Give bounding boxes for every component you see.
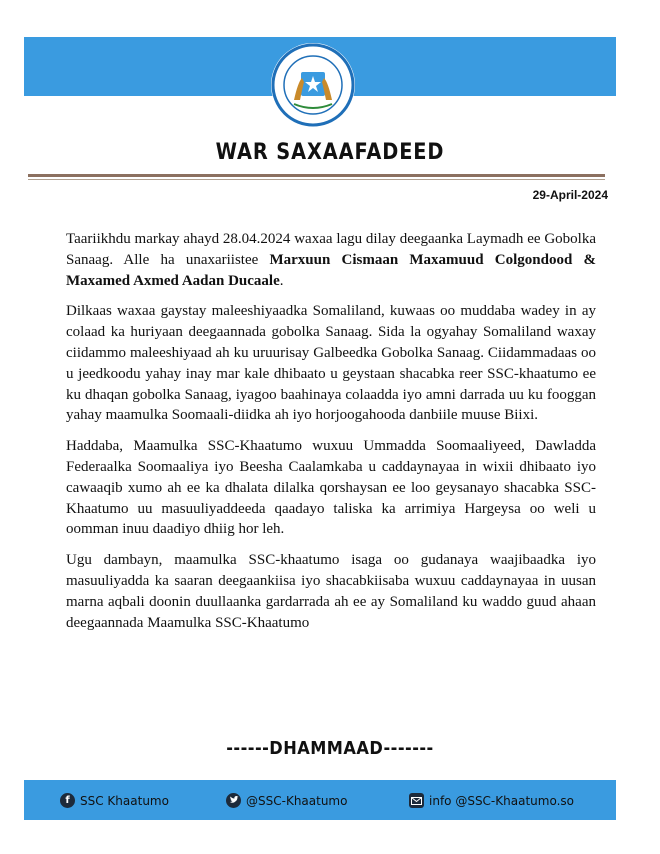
email-label: info @SSC-Khaatumo.so bbox=[429, 793, 574, 808]
paragraph-1-text: Taariikhdu markay ahayd 28.04.2024 waxaa lagu dilay deegaanka Laymadh ee Gobolka Sanaag. Alle ha unaxariistee bbox=[66, 231, 596, 268]
paragraph-1 bbox=[66, 229, 596, 291]
closing-line: ------DHAMMAAD------- bbox=[226, 738, 434, 759]
email-icon bbox=[409, 793, 424, 808]
facebook-link[interactable] bbox=[60, 793, 169, 808]
twitter-label: @SSC-Khaatumo bbox=[246, 793, 348, 808]
document-title: WAR SAXAAFADEED bbox=[215, 140, 445, 165]
facebook-icon: f bbox=[60, 793, 75, 808]
title-divider-thin bbox=[28, 179, 605, 180]
document-body bbox=[66, 229, 596, 643]
twitter-icon bbox=[226, 793, 241, 808]
email-link[interactable] bbox=[409, 793, 574, 808]
paragraph-2: Dilkaas waxaa gaystay maleeshiyaadka Somaliland, kuwaas oo muddaba wadey in ay colaad ka huriyaan deegaannada gobolka Sanaag. Sida la ogyahay Somaliland waxay ciidammo maleeshiyaad ah ku uruurisay Galbeedka Gobolka Sanaag. Ciidammadaas oo u jeedkoodu yahay inay mar kale dhibaato u geystaan shacabka reer SSC-khaatumo ee ku dhaqan gobolka Sanaag, iyagoo baahinaya colaadda iyo amni darrada uu ku fooggan yahay maamulka Soomaali-diidka ah iyo horjoogahooda danbiile muuse Biixi. bbox=[66, 303, 596, 424]
twitter-link[interactable] bbox=[226, 793, 347, 808]
title-divider bbox=[28, 174, 605, 177]
victim-names: Marxuun Cismaan Maxamuud Colgondood & Maxamed Axmed Aadan Ducaale bbox=[66, 251, 596, 289]
facebook-label: SSC Khaatumo bbox=[80, 793, 169, 808]
paragraph-1-end: . bbox=[279, 272, 284, 289]
administration-logo bbox=[270, 42, 356, 128]
paragraph-4: Ugu dambayn, maamulka SSC-khaatumo isaga oo gudanaya waajibaadka iyo masuuliyadda ka saaran deegaankiisa iyo shacabkiisaba wuxuu caddaynayaa in uusan marna aqbali doonin duullaanka gardarrada ah ee ay Somaliland ku waddo guud ahaan deegaannada Maamulka SSC-Khaatumo bbox=[66, 552, 596, 631]
paragraph-3: Haddaba, Maamulka SSC-Khaatumo wuxuu Ummadda Soomaaliyeed, Dawladda Federaalka Soomaaliya iyo Beesha Caalamkaba u caddaynayaa in wixii dhibaato iyo cawaaqib xumo ah ee ka dhalata dilalka qorshaysan ee loo geysanayo shacabka SSC-Khaatumo uu masuuliyaddeeda qaadayo taliska ka arrimiya Hargeysa oo weli u oomman inuu daadiyo dhiig hor leh. bbox=[66, 438, 596, 538]
document-date: 29-April-2024 bbox=[532, 188, 608, 202]
